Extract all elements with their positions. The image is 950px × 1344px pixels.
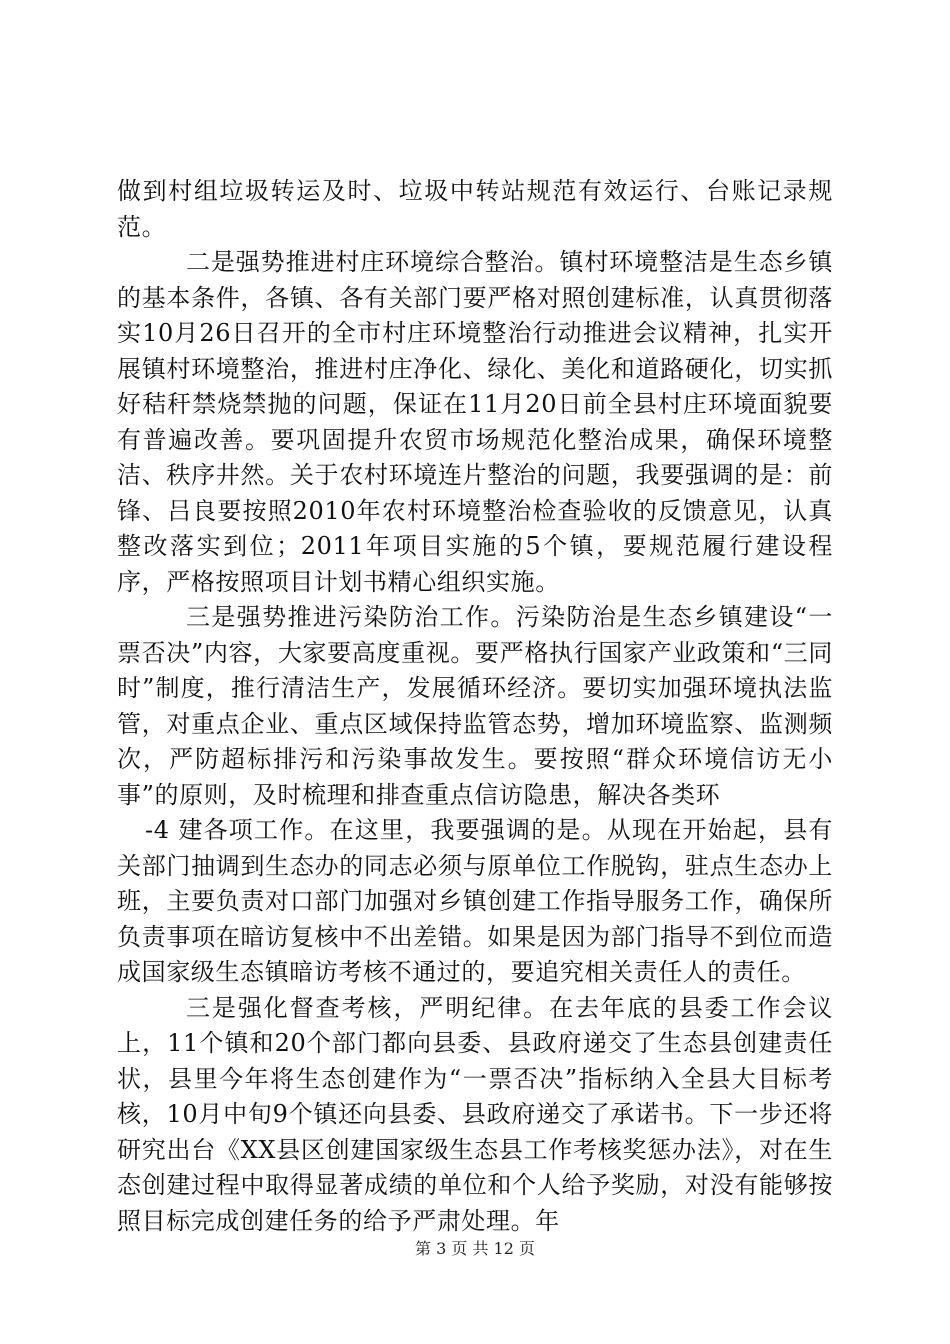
paragraph-4: -4 建各项工作。在这里，我要强调的是。从现在开始起，县有关部门抽调到生态办的同志必须与原单位工作脱钩，驻点生态办上班，主要负责对口部门加强对乡镇创建工作指导服务工作，确保所负责事项在暗访复核中不出差错。如果是因为部门指导不到位而造成国家级生态镇暗访考核不通过的，要追究相关责任人的责任。 [117, 816, 833, 986]
document-body [117, 174, 833, 1239]
page-footer [0, 1239, 950, 1259]
page-number-label: 第 3 页 共 12 页 [415, 1239, 535, 1258]
paragraph-1: 做到村组垃圾转运及时、垃圾中转站规范有效运行、台账记录规范。 [117, 177, 833, 241]
paragraph-2: 二是强势推进村庄环境综合整治。镇村环境整洁是生态乡镇的基本条件，各镇、各有关部门要严格对照创建标准，认真贯彻落实10月26日召开的全市村庄环境整治行动推进会议精神，扎实开展镇村环境整治，推进村庄净化、绿化、美化和道路硬化，切实抓好秸秆禁烧禁抛的问题，保证在11月20日前全县村庄环境面貌要有普遍改善。要巩固提升农贸市场规范化整治成果，确保环境整洁、秩序井然。关于农村环境连片整治的问题，我要强调的是：前锋、吕良要按照2010年农村环境整治检查验收的反馈意见，认真整改落实到位；2011年项目实施的5个镇，要规范履行建设程序，严格按照项目计划书精心组织实施。 [117, 248, 833, 596]
paragraph-3: 三是强势推进污染防治工作。污染防治是生态乡镇建设“一票否决”内容，大家要高度重视。要严格执行国家产业政策和“三同时”制度，推行清洁生产，发展循环经济。要切实加强环境执法监管，对重点企业、重点区域保持监管态势，增加环境监察、监测频次，严防超标排污和污染事故发生。要按照“群众环境信访无小事”的原则，及时梳理和排查重点信访隐患，解决各类环 [117, 603, 833, 809]
paragraph-5: 三是强化督查考核，严明纪律。在去年底的县委工作会议上，11个镇和20个部门都向县委、县政府递交了生态县创建责任状，县里今年将生态创建作为“一票否决”指标纳入全县大目标考核，10月中旬9个镇还向县委、县政府递交了承诺书。下一步还将研究出台《XX县区创建国家级生态县工作考核奖惩办法》，对在生态创建过程中取得显著成绩的单位和个人给予奖励，对没有能够按照目标完成创建任务的给予严肃处理。年 [117, 993, 833, 1235]
